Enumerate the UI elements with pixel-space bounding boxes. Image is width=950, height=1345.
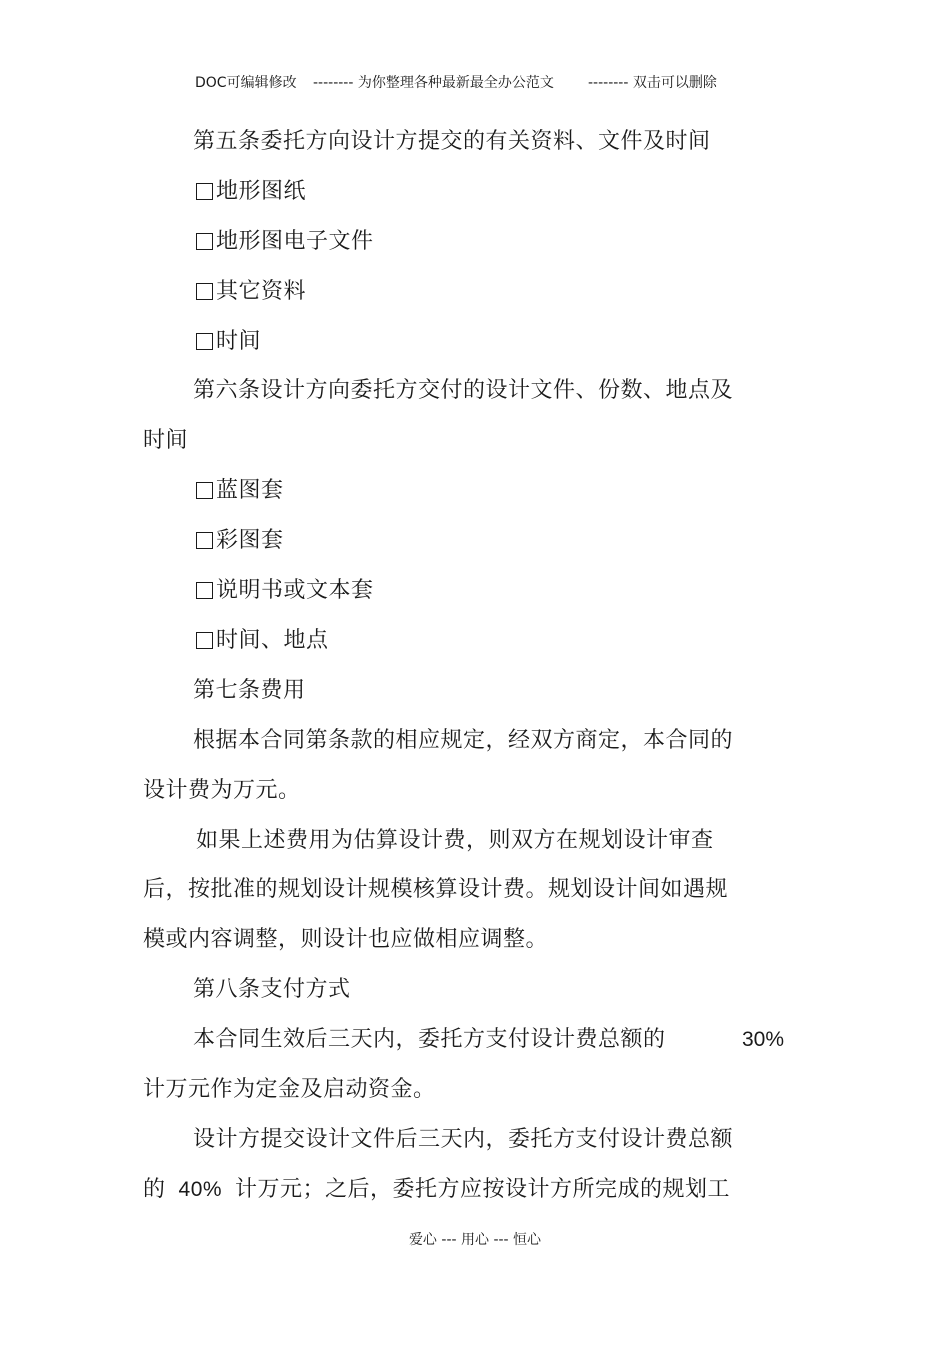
- section7-para2-line2: 后，按批准的规划设计规模核算设计费。规划设计间如遇规: [143, 877, 729, 902]
- section6-item-1: [196, 476, 284, 506]
- section7-para2-line1: 如果上述费用为估算设计费，则双方在规划设计审查: [196, 828, 714, 853]
- checkbox-icon[interactable]: [196, 283, 213, 300]
- section5-title: 第五条委托方向设计方提交的有关资料、文件及时间: [193, 129, 711, 154]
- item-label: 地形图纸: [216, 179, 307, 204]
- page-header: [0, 72, 950, 94]
- section7-title: 第七条费用: [193, 678, 306, 703]
- item-label: 时间: [216, 329, 262, 354]
- para2-prefix: 的: [143, 1177, 166, 1202]
- checkbox-icon[interactable]: [196, 532, 213, 549]
- section8-title: 第八条支付方式: [193, 977, 351, 1002]
- header-middle-text: -------- 为你整理各种最新最全办公范文: [313, 75, 554, 91]
- checkbox-icon[interactable]: [196, 632, 213, 649]
- section7-para2-line3: 模或内容调整，则设计也应做相应调整。: [143, 927, 549, 952]
- section5-item-2: [196, 227, 374, 257]
- header-right-text: -------- 双击可以删除: [588, 75, 717, 91]
- section5-item-3: [196, 277, 306, 307]
- section6-title-line1: 第六条设计方向委托方交付的设计文件、份数、地点及: [193, 378, 734, 403]
- para2-rest: 计万元；之后，委托方应按设计方所完成的规划工: [235, 1177, 731, 1202]
- section6-item-4: [196, 626, 329, 656]
- section8-para2-percent: 40%: [178, 1178, 223, 1201]
- section8-para2-line2: [143, 1175, 730, 1205]
- checkbox-icon[interactable]: [196, 333, 213, 350]
- item-label: 其它资料: [216, 279, 307, 304]
- checkbox-icon[interactable]: [196, 183, 213, 200]
- item-label: 彩图套: [216, 528, 284, 553]
- checkbox-icon[interactable]: [196, 482, 213, 499]
- item-label: 时间、地点: [216, 628, 329, 653]
- section8-para1-line1: 本合同生效后三天内，委托方支付设计费总额的: [193, 1027, 666, 1052]
- section8-para1-percent: 30%: [742, 1028, 785, 1051]
- section6-title-line2: 时间: [143, 428, 189, 453]
- header-left-text: DOC可编辑修改: [195, 75, 297, 91]
- item-label: 说明书或文本套: [216, 578, 374, 603]
- page-footer: 爱心 --- 用心 --- 恒心: [408, 1232, 542, 1248]
- checkbox-icon[interactable]: [196, 233, 213, 250]
- section6-item-3: [196, 576, 374, 606]
- item-label: 蓝图套: [216, 478, 284, 503]
- section5-item-1: [196, 177, 306, 207]
- checkbox-icon[interactable]: [196, 582, 213, 599]
- section8-para2-line1: 设计方提交设计文件后三天内，委托方支付设计费总额: [193, 1127, 734, 1152]
- item-label: 地形图电子文件: [216, 229, 374, 254]
- section6-item-2: [196, 526, 284, 556]
- section7-para1-line2: 设计费为万元。: [143, 778, 301, 803]
- section8-para1-line2: 计万元作为定金及启动资金。: [143, 1077, 436, 1102]
- section5-item-4: [196, 327, 261, 357]
- section7-para1-line1: 根据本合同第条款的相应规定，经双方商定，本合同的: [193, 728, 734, 753]
